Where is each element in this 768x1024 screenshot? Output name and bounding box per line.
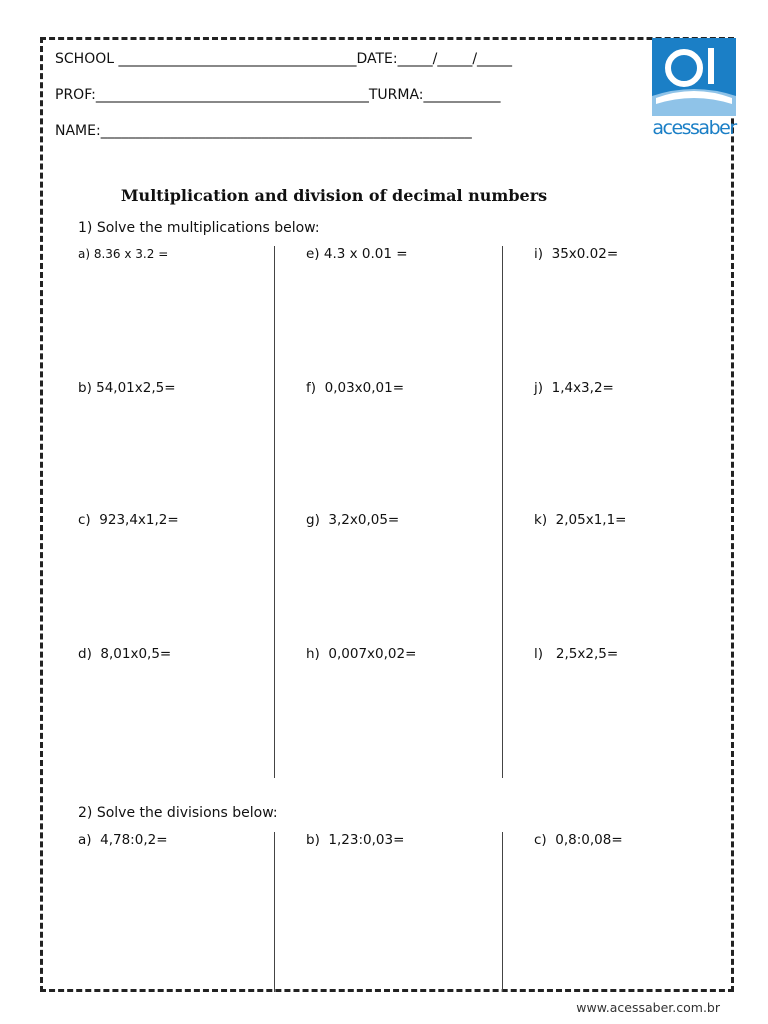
logo-wordmark: acessaber xyxy=(652,117,736,139)
prof-turma-line: PROF:_______________________________________TURMA:___________ xyxy=(55,87,501,103)
problem-e: e) 4.3 x 0.01 = xyxy=(306,246,408,262)
problem-f: f) 0,03x0,01= xyxy=(306,380,405,396)
name-line: NAME:_____________________________________________________ xyxy=(55,123,472,139)
problem-h: h) 0,007x0,02= xyxy=(306,646,417,662)
problem-b: b) 54,01x2,5= xyxy=(78,380,176,396)
column-divider-4 xyxy=(502,832,503,992)
problem-d: d) 8,01x0,5= xyxy=(78,646,172,662)
acessaber-logo xyxy=(652,38,736,142)
footer-url: www.acessaber.com.br xyxy=(576,1000,720,1015)
problem-a: a) 8.36 x 3.2 = xyxy=(78,247,169,261)
problem-l: l) 2,5x2,5= xyxy=(534,646,619,662)
page-title: Multiplication and division of decimal numbers xyxy=(120,186,548,205)
problem-k: k) 2,05x1,1= xyxy=(534,512,627,528)
problem-c: c) 923,4x1,2= xyxy=(78,512,179,528)
column-divider-1 xyxy=(274,246,275,778)
section1-instruction: 1) Solve the multiplications below: xyxy=(78,220,320,236)
problem-g: g) 3,2x0,05= xyxy=(306,512,400,528)
column-divider-3 xyxy=(274,832,275,992)
logo-emblem-icon xyxy=(652,38,736,116)
division-b: b) 1,23:0,03= xyxy=(306,832,405,848)
problem-j: j) 1,4x3,2= xyxy=(534,380,614,396)
division-a: a) 4,78:0,2= xyxy=(78,832,168,848)
division-c: c) 0,8:0,08= xyxy=(534,832,623,848)
problem-i: i) 35x0.02= xyxy=(534,246,619,262)
column-divider-2 xyxy=(502,246,503,778)
section2-instruction: 2) Solve the divisions below: xyxy=(78,805,278,821)
school-date-line: SCHOOL __________________________________DATE:_____/_____/_____ xyxy=(55,51,513,67)
